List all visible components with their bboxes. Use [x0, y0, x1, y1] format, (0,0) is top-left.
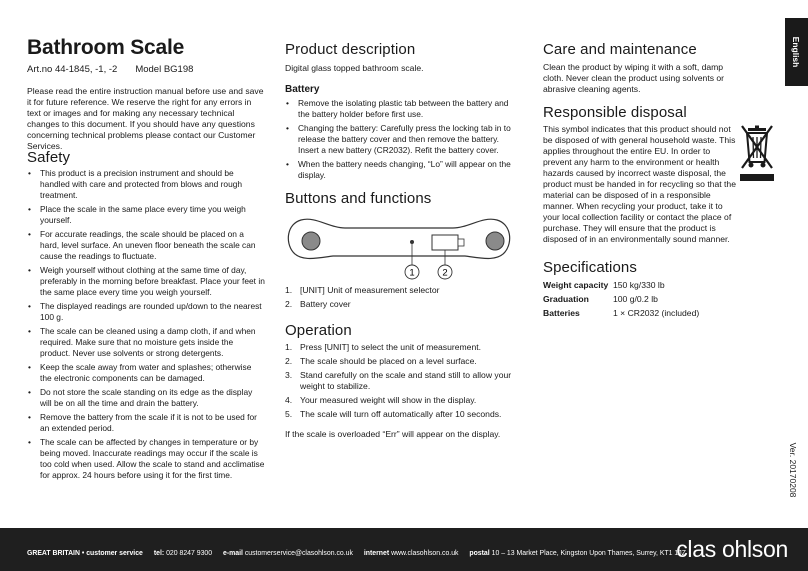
care-text: Clean the product by wiping it with a soft, damp cloth. Never clean the product using solvents or abrasive cleaning agents. — [543, 62, 725, 94]
item-number: 1. — [285, 285, 293, 295]
model-number: Model BG198 — [135, 64, 194, 75]
item-text: Press [UNIT] to select the unit of measurement. — [300, 342, 482, 352]
foot-pad-right — [486, 232, 504, 250]
item-number: 3. — [285, 370, 293, 380]
spec-value: 1 × CR2032 (included) — [613, 308, 700, 318]
scale-diagram — [285, 212, 513, 284]
list-item: • Remove the battery from the scale if it is not to be used for an extended period. — [27, 412, 265, 434]
operation-list — [285, 342, 513, 423]
foot-pad-left — [302, 232, 320, 250]
spec-label: Batteries — [543, 308, 580, 318]
list-item: • The displayed readings are rounded up/down to the nearest 100 g. — [27, 301, 265, 323]
item-text: [UNIT] Unit of measurement selector — [300, 285, 440, 295]
battery-heading: Battery — [285, 84, 320, 95]
callout-label-1: 1 — [409, 267, 415, 279]
list-item: • Place the scale in the same place every time you weigh yourself. — [27, 204, 265, 226]
table-row — [543, 294, 699, 308]
footer — [0, 528, 808, 571]
safety-list — [27, 168, 265, 484]
article-number-line — [27, 64, 193, 75]
list-item: • This product is a precision instrument and should be handled with care and protected from blows and rough treatment. — [27, 168, 265, 201]
buttons-functions-heading: Buttons and functions — [285, 190, 432, 207]
list-item: • The scale can be cleaned using a damp cloth, if and when required. Make sure that no moisture gets inside the product. Never use solvents or strong detergents. — [27, 326, 265, 359]
table-row — [543, 280, 699, 294]
scale-outline — [288, 219, 509, 258]
overload-note: If the scale is overloaded “Err” will appear on the display. — [285, 429, 501, 439]
list-item — [285, 409, 513, 420]
list-item — [285, 356, 513, 367]
footer-country: GREAT BRITAIN • customer service — [27, 550, 143, 557]
page-title: Bathroom Scale — [27, 36, 185, 59]
list-item — [285, 395, 513, 406]
item-number: 2. — [285, 299, 293, 309]
spec-value: 150 kg/330 lb — [613, 280, 665, 290]
list-item: • The scale can be affected by changes in temperature or by being moved. Inaccurate readings may occur if the scale is too cold when used. Allow the scale to stand and acclimatise for approx. 24 hours before using it for the first time. — [27, 437, 265, 481]
crossed-out-wheelie-bin-icon — [737, 122, 777, 186]
disposal-heading: Responsible disposal — [543, 104, 687, 121]
item-text: The scale should be placed on a level surface. — [300, 356, 477, 366]
internet-value: www.clasohlson.co.uk — [391, 550, 459, 557]
disposal-text: This symbol indicates that this product should not be disposed of with general household waste. This applies throughout the entire EU. In order to prevent any harm to the environment or health hazards caused by incorrect waste disposal, the product must be handed in for recycling so that the material can be disposed of in a responsible manner. When recycling your product, take it to your local collection facility or contact the place of purchase. They will ensure that the product is disposed of in an environmentally sound manner. — [543, 124, 736, 244]
list-item: • Changing the battery: Carefully press the locking tab in to release the battery cover and then remove the battery. Insert a new battery (CR2032). Refit the battery cover. — [285, 123, 513, 156]
item-number: 1. — [285, 342, 293, 352]
postal-label: postal — [469, 550, 490, 557]
list-item: • Do not store the scale standing on its edge as the display will be on all the time and drain the battery. — [27, 387, 265, 409]
postal-value: 10 – 13 Market Place, Kingston Upon Thames, Surrey, KT1 1JZ — [491, 550, 686, 557]
specifications-heading: Specifications — [543, 259, 637, 276]
list-item: • Keep the scale away from water and splashes; otherwise the electronic components can be damaged. — [27, 362, 265, 384]
footer-contact-info — [27, 550, 686, 557]
callout-label-2: 2 — [442, 267, 448, 279]
care-heading: Care and maintenance — [543, 41, 697, 58]
specifications-table — [543, 280, 699, 322]
product-description-heading: Product description — [285, 41, 416, 58]
intro-text: Please read the entire instruction manual before use and save it for future reference. We reserve the right for any errors in text or images and for making any necessary technical changes to this document. If you should have any questions concerning technical problems please contact our Customer Services. — [27, 86, 264, 151]
internet-label: internet — [363, 550, 390, 557]
tel-label: tel: — [153, 550, 165, 557]
list-item: • When the battery needs changing, “Lo” will appear on the display. — [285, 159, 513, 181]
unit-button — [410, 240, 414, 244]
list-item: • Weigh yourself without clothing at the same time of day, preferably in the morning before breakfast. Place your feet in the same place every time you weigh yourself. — [27, 265, 265, 298]
spec-value: 100 g/0.2 lb — [613, 294, 658, 304]
email-value: customerservice@clasohlson.co.uk — [244, 550, 353, 557]
product-description-text: Digital glass topped bathroom scale. — [285, 63, 424, 73]
spec-label: Graduation — [543, 294, 589, 304]
item-text: Stand carefully on the scale and stand still to allow your weight to stabilize. — [300, 370, 512, 391]
list-item: • For accurate readings, the scale should be placed on a hard, level surface. An uneven floor beneath the scale can cause the readings to fluctuate. — [27, 229, 265, 262]
item-text: Battery cover — [300, 299, 351, 309]
table-row — [543, 308, 699, 322]
spec-label: Weight capacity — [543, 280, 609, 290]
item-number: 4. — [285, 395, 293, 405]
item-text: The scale will turn off automatically after 10 seconds. — [300, 409, 502, 419]
email-label: e-mail — [222, 550, 243, 557]
version-label: Ver. 20170208 — [788, 442, 798, 498]
battery-cover-tab — [458, 239, 464, 246]
language-tab — [785, 18, 808, 86]
list-item: • Remove the isolating plastic tab between the battery and the battery holder before first use. — [285, 98, 513, 120]
brand-logo: clas ohlson — [676, 536, 788, 562]
operation-heading: Operation — [285, 322, 352, 339]
item-number: 2. — [285, 356, 293, 366]
item-text: Your measured weight will show in the display. — [300, 395, 477, 405]
tel-value: 020 8247 9300 — [166, 550, 213, 557]
battery-cover — [432, 235, 458, 250]
list-item — [285, 285, 513, 296]
item-number: 5. — [285, 409, 293, 419]
battery-list — [285, 98, 513, 184]
language-tab-label: English — [791, 36, 801, 68]
safety-heading: Safety — [27, 149, 71, 166]
list-item — [285, 370, 513, 392]
buttons-list — [285, 285, 513, 313]
list-item — [285, 299, 513, 310]
list-item — [285, 342, 513, 353]
article-number: Art.no 44-1845, -1, -2 — [27, 64, 118, 75]
